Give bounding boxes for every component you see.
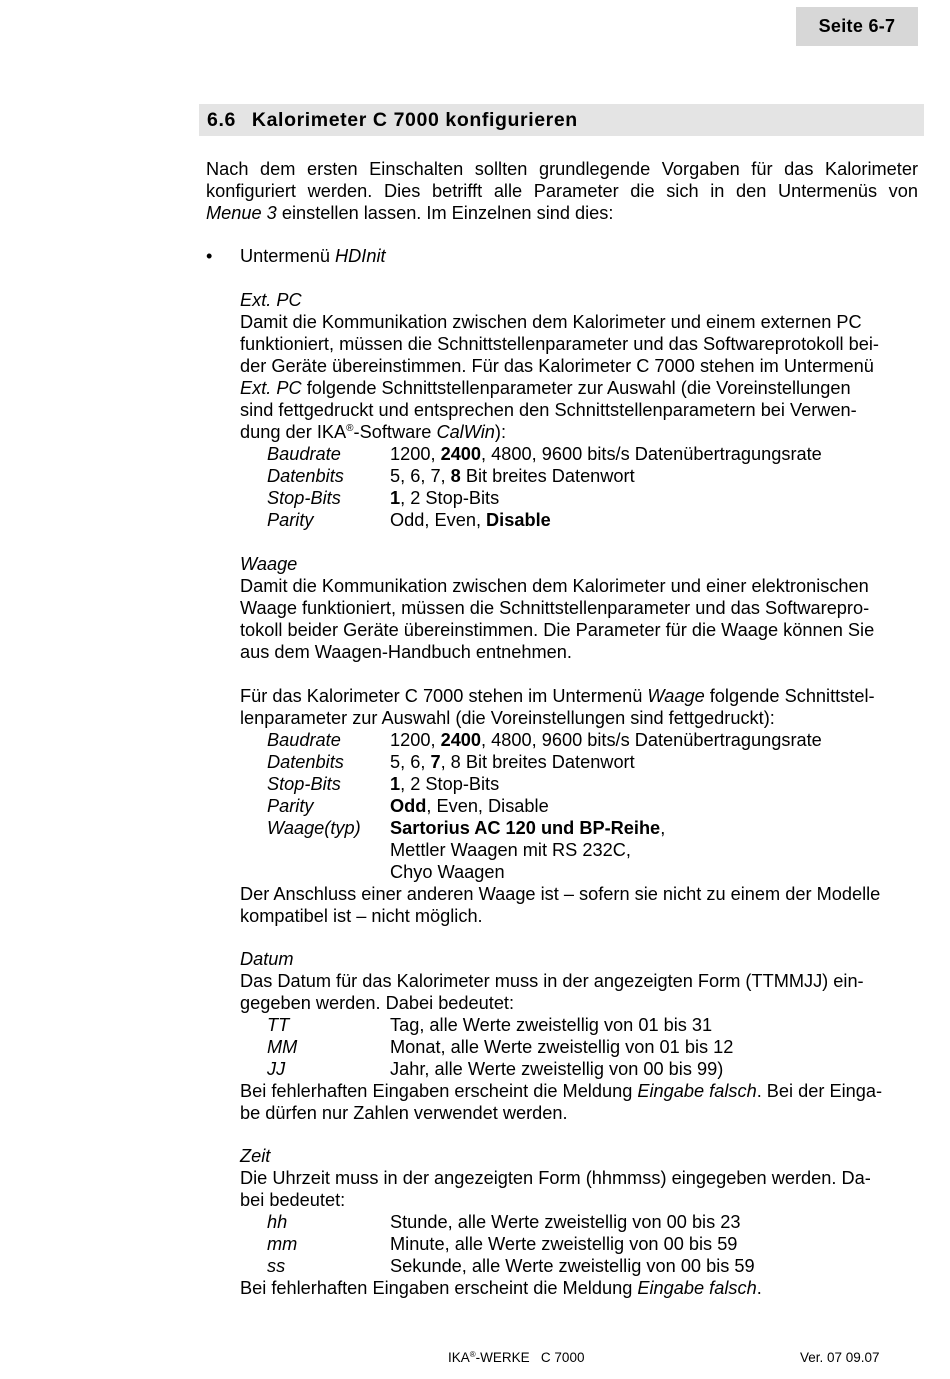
subheading-text: Ext. PC xyxy=(240,290,302,310)
param-term: Datenbits xyxy=(267,752,344,772)
param-default: 8 xyxy=(450,466,461,486)
param-text: , 4800, 9600 bits/s Datenübertragungsrate xyxy=(481,730,822,750)
paragraph-text: ): xyxy=(494,422,507,442)
param-default: 2400 xyxy=(440,444,482,464)
field-term: ss xyxy=(267,1256,286,1276)
param-value xyxy=(390,729,822,751)
param-default: 7 xyxy=(430,752,441,772)
paragraph-line xyxy=(240,421,506,443)
param-value xyxy=(390,795,549,817)
param-default: 1 xyxy=(390,488,401,508)
registered-mark: ® xyxy=(469,1350,476,1359)
footer-version: Ver. 07 09.07 xyxy=(800,1350,880,1365)
subheading-ext-pc xyxy=(240,289,302,311)
param-text: 5, 6, 7, xyxy=(390,466,451,486)
bullet-prefix: Untermenü xyxy=(240,246,336,266)
param-text: , 2 Stop-Bits xyxy=(400,488,500,508)
paragraph-line: Die Uhrzeit muss in der angezeigten Form (hhmmss) eingegeben werden. Da- xyxy=(240,1168,871,1188)
subheading-waage xyxy=(240,553,297,575)
paragraph-text: Für das Kalorimeter C 7000 stehen im Untermenü xyxy=(240,686,648,706)
field-description: Monat, alle Werte zweistellig von 01 bis 12 xyxy=(390,1037,734,1057)
param-text: Bit breites Datenwort xyxy=(460,466,635,486)
param-term: Stop-Bits xyxy=(267,488,341,508)
param-value xyxy=(390,817,665,839)
paragraph-line: funktioniert, müssen die Schnittstellenparameter und das Softwareprotokoll bei- xyxy=(240,334,879,354)
menu-reference: Waage xyxy=(647,686,705,706)
paragraph-text: Bei fehlerhaften Eingaben erscheint die Meldung xyxy=(240,1278,638,1298)
param-text: , 4800, 9600 bits/s Datenübertragungsrate xyxy=(481,444,822,464)
bullet-item xyxy=(240,245,386,267)
field-term: MM xyxy=(267,1037,298,1057)
paragraph-line: aus dem Waagen-Handbuch entnehmen. xyxy=(240,642,572,662)
error-message: Eingabe falsch xyxy=(637,1278,757,1298)
footer-text: -WERKE C 7000 xyxy=(475,1350,585,1365)
param-text: , xyxy=(660,818,666,838)
paragraph-line xyxy=(240,685,875,707)
param-value: Chyo Waagen xyxy=(390,862,505,882)
paragraph-line: Damit die Kommunikation zwischen dem Kalorimeter und einem externen PC xyxy=(240,312,862,332)
bullet-icon: • xyxy=(206,246,213,266)
param-default: Disable xyxy=(486,510,551,530)
software-name: CalWin xyxy=(436,422,495,442)
footer-brand xyxy=(448,1349,584,1367)
subheading-text: Zeit xyxy=(240,1146,271,1166)
param-term: Baudrate xyxy=(267,730,341,750)
paragraph-line: Das Datum für das Kalorimeter muss in der angezeigten Form (TTMMJJ) ein- xyxy=(240,971,864,991)
param-default: 1 xyxy=(390,774,401,794)
field-term: TT xyxy=(267,1015,290,1035)
param-value xyxy=(390,487,499,509)
param-text: , Even, Disable xyxy=(426,796,549,816)
paragraph-line xyxy=(240,1080,882,1102)
submenu-name: HDInit xyxy=(335,246,386,266)
param-value xyxy=(390,465,635,487)
param-default: 2400 xyxy=(440,730,482,750)
param-value xyxy=(390,773,499,795)
paragraph-line: lenparameter zur Auswahl (die Voreinstellungen sind fettgedruckt): xyxy=(240,708,775,728)
param-term: Waage(typ) xyxy=(267,818,361,838)
param-text: 1200, xyxy=(390,444,441,464)
paragraph-text: dung der IKA xyxy=(240,422,347,442)
param-text: 5, 6, xyxy=(390,752,431,772)
param-value xyxy=(390,751,635,773)
paragraph-text: . Bei der Einga- xyxy=(756,1081,883,1101)
paragraph-line: kompatibel ist – nicht möglich. xyxy=(240,906,483,926)
registered-mark: ® xyxy=(346,423,354,434)
intro-line: konfiguriert werden. Dies betrifft alle Parameter die sich in den Untermenüs von xyxy=(206,181,918,201)
intro-text: einstellen lassen. Im Einzelnen sind dies: xyxy=(276,203,614,223)
page-number-label: Seite 6-7 xyxy=(796,7,918,46)
param-text: , 8 Bit breites Datenwort xyxy=(440,752,635,772)
paragraph-line: bei bedeutet: xyxy=(240,1190,346,1210)
subheading-text: Datum xyxy=(240,949,294,969)
paragraph-line: der Geräte übereinstimmen. Für das Kalorimeter C 7000 stehen im Untermenü xyxy=(240,356,874,376)
paragraph-line: tokoll beider Geräte übereinstimmen. Die Parameter für die Waage können Sie xyxy=(240,620,875,640)
param-text: 1200, xyxy=(390,730,441,750)
footer-text: IKA xyxy=(448,1350,470,1365)
paragraph-text: Bei fehlerhaften Eingaben erscheint die Meldung xyxy=(240,1081,638,1101)
field-term: JJ xyxy=(267,1059,286,1079)
paragraph-line xyxy=(240,1277,762,1299)
menu-reference: Menue 3 xyxy=(206,203,277,223)
section-title: Kalorimeter C 7000 konfigurieren xyxy=(251,108,578,131)
param-text: Odd, Even, xyxy=(390,510,487,530)
param-term: Baudrate xyxy=(267,444,341,464)
error-message: Eingabe falsch xyxy=(637,1081,757,1101)
field-description: Tag, alle Werte zweistellig von 01 bis 31 xyxy=(390,1015,713,1035)
paragraph-line xyxy=(240,377,851,399)
field-description: Sekunde, alle Werte zweistellig von 00 bis 59 xyxy=(390,1256,755,1276)
field-description: Jahr, alle Werte zweistellig von 00 bis 99) xyxy=(390,1059,724,1079)
intro-line xyxy=(206,202,613,224)
field-description: Minute, alle Werte zweistellig von 00 bis 59 xyxy=(390,1234,738,1254)
param-term: Datenbits xyxy=(267,466,344,486)
paragraph-line: be dürfen nur Zahlen verwendet werden. xyxy=(240,1103,568,1123)
field-description: Stunde, alle Werte zweistellig von 00 bis 23 xyxy=(390,1212,741,1232)
param-term: Stop-Bits xyxy=(267,774,341,794)
section-number: 6.6 xyxy=(207,108,236,131)
param-value xyxy=(390,443,822,465)
param-default: Odd xyxy=(390,796,427,816)
paragraph-line: Damit die Kommunikation zwischen dem Kalorimeter und einer elektronischen xyxy=(240,576,869,596)
param-term: Parity xyxy=(267,510,314,530)
param-value: Mettler Waagen mit RS 232C, xyxy=(390,840,631,860)
field-term: hh xyxy=(267,1212,288,1232)
subheading-text: Waage xyxy=(240,554,298,574)
subheading-zeit xyxy=(240,1145,270,1167)
paragraph-line: gegeben werden. Dabei bedeutet: xyxy=(240,993,515,1013)
param-default: Sartorius AC 120 und BP-Reihe xyxy=(390,818,661,838)
param-text: , 2 Stop-Bits xyxy=(400,774,500,794)
section-heading xyxy=(199,104,924,136)
subheading-datum xyxy=(240,948,294,970)
paragraph-text: folgende Schnittstel- xyxy=(704,686,875,706)
menu-reference: Ext. PC xyxy=(240,378,302,398)
paragraph-line: Waage funktioniert, müssen die Schnittstellenparameter und das Softwarepro- xyxy=(240,598,870,618)
paragraph-text: . xyxy=(756,1278,762,1298)
param-value xyxy=(390,509,551,531)
field-term: mm xyxy=(267,1234,298,1254)
paragraph-line: sind fettgedruckt und entsprechen den Schnittstellenparametern bei Verwen- xyxy=(240,400,857,420)
intro-line: Nach dem ersten Einschalten sollten grundlegende Vorgaben für das Kalorimeter xyxy=(206,159,918,179)
paragraph-line: Der Anschluss einer anderen Waage ist – sofern sie nicht zu einem der Modelle xyxy=(240,884,881,904)
paragraph-text: folgende Schnittstellenparameter zur Auswahl (die Voreinstellungen xyxy=(301,378,851,398)
param-term: Parity xyxy=(267,796,314,816)
paragraph-text: -Software xyxy=(353,422,437,442)
